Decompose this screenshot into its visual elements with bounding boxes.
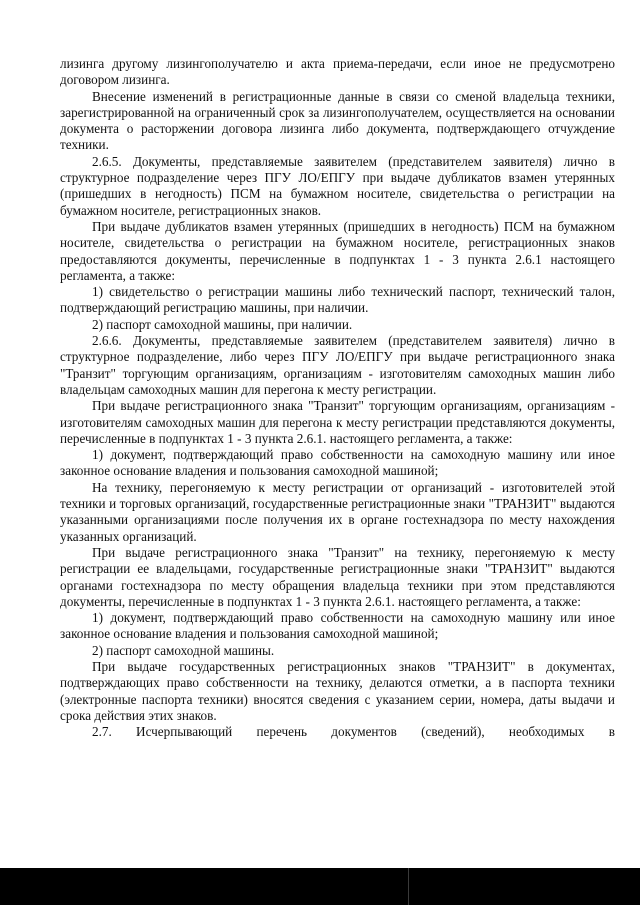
paragraph: 2.7. Исчерпывающий перечень документов (сведений), необходимых в (92, 724, 615, 740)
paragraph: 1) документ, подтверждающий право собственности на самоходную машину или иное законное основание владения и пользования самоходной машиной; (60, 447, 615, 479)
paragraph: При выдаче дубликатов взамен утерянных (пришедших в негодность) ПСМ на бумажном носителе, свидетельства о регистрации на бумажном носителе, регистрационных знаков предоставляются документы, перечисленные в подпунктах 1 - 3 пункта 2.6.1 настоящего регламента, а также: (60, 218, 615, 283)
paragraph: 2.6.6. Документы, представляемые заявителем (представителем заявителя) лично в структурное подразделение, либо через ПГУ ЛО/ЕПГУ при выдаче регистрационного знака "Транзит" торгующим организациям, организациям - изготовителям самоходных машин либо владельцам самоходных машин для перегона к месту регистрации. (60, 333, 615, 397)
paragraph: лизинга другому лизингополучателю и акта приема-передачи, если иное не предусмотрено договором лизинга. (60, 56, 615, 88)
paragraph: 2.6.5. Документы, представляемые заявителем (представителем заявителя) лично в структурное подразделение через ПГУ ЛО/ЕПГУ при выдаче дубликатов взамен утерянных (пришедших в негодность) ПСМ на бумажном носителе, свидетельства о регистрации на бумажном носителе, регистрационных знаков. (60, 153, 615, 218)
paragraph: При выдаче государственных регистрационных знаков "ТРАНЗИТ" в документах, подтверждающих право собственности на технику, делаются отметки, а в паспорта техники (электронные паспорта техники) вносятся сведения с указанием серии, номера, даты выдачи и срока действия этих знаков. (60, 658, 615, 723)
paragraph: 2) паспорт самоходной машины. (92, 642, 275, 658)
paragraph: При выдаче регистрационного знака "Транзит" на технику, перегоняемую к месту регистрации ее владельцами, государственные регистрационные знаки "ТРАНЗИТ" выдаются органами гостехнадзора по месту обращения владельца техники при этом представляются документы, перечисленные в подпунктах 1 - 3 пункта 2.6.1. настоящего регламента, а также: (60, 544, 615, 609)
scan-bottom-edge (0, 868, 640, 905)
paragraph: На технику, перегоняемую к месту регистрации от организаций - изготовителей этой техники и торговых организаций, государственные регистрационные знаки "ТРАНЗИТ" выдаются указанными организациями после получения их в органе гостехнадзора по месту нахождения указанных организаций. (60, 479, 615, 544)
paragraph: Внесение изменений в регистрационные данные в связи со сменой владельца техники, зарегистрированной на ограниченный срок за лизингополучателем, осуществляется на основании документа о расторжении договора лизинга либо документа, подтверждающего отчуждение техники. (60, 88, 615, 153)
paragraph: 2) паспорт самоходной машины, при наличии. (92, 316, 353, 332)
paragraph: 1) документ, подтверждающий право собственности на самоходную машину или иное законное основание владения и пользования самоходной машиной; (60, 610, 615, 642)
paragraph: При выдаче регистрационного знака "Транзит" торгующим организациям, организациям - изготовителям самоходных машин для перегона к месту регистрации представляются документы, перечисленные в подпунктах 1 - 3 пункта 2.6.1. настоящего регламента, а также: (60, 398, 615, 446)
document-page (60, 56, 615, 740)
scan-edge-divider (408, 868, 409, 905)
paragraph: 1) свидетельство о регистрации машины либо технический паспорт, технический талон, подтверждающий регистрацию машины, при наличии. (60, 284, 615, 316)
